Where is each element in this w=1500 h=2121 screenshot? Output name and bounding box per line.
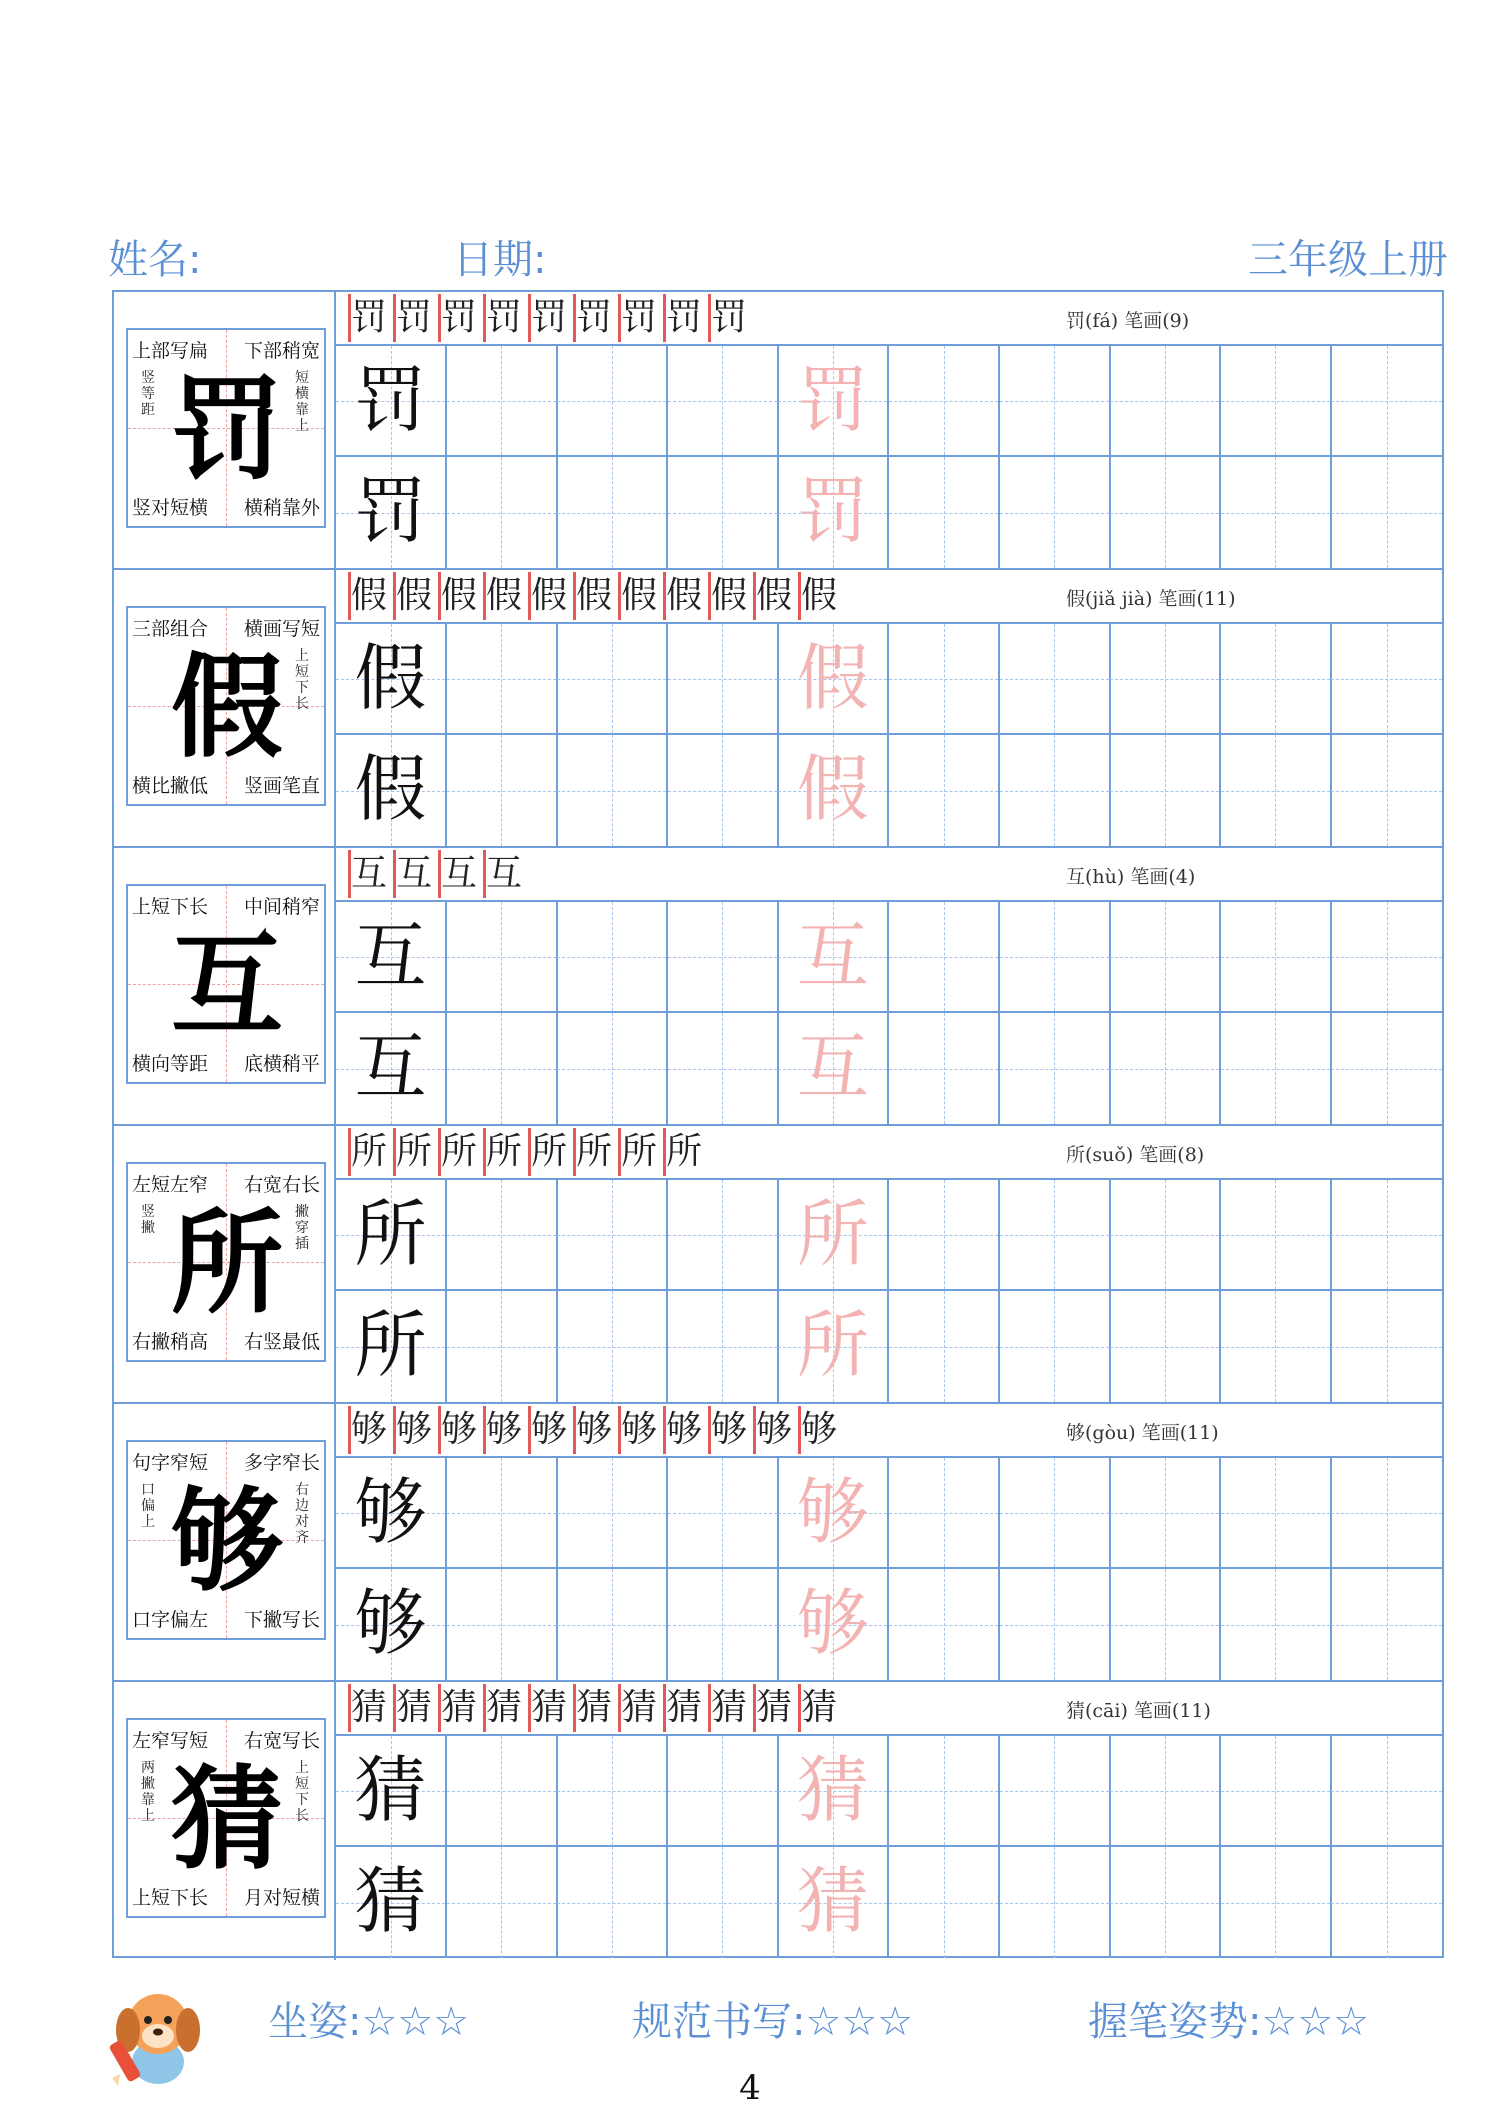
guide-box xyxy=(126,328,326,528)
stroke-step: 猜 xyxy=(528,1684,567,1732)
writing-cell[interactable] xyxy=(1110,457,1221,568)
stroke-step: 够 xyxy=(708,1406,747,1454)
writing-cell[interactable] xyxy=(1331,457,1442,568)
character-row xyxy=(114,1404,1442,1682)
stroke-step: 所 xyxy=(573,1128,612,1176)
trace-character: 所 xyxy=(796,1303,869,1387)
writing-cell[interactable] xyxy=(1000,624,1111,735)
practice-grid xyxy=(336,624,1442,846)
example-cell xyxy=(778,1847,889,1958)
writing-cell[interactable] xyxy=(889,1291,1000,1402)
character-row xyxy=(114,570,1442,848)
writing-cell[interactable] xyxy=(668,1569,779,1680)
stroke-step: 猜 xyxy=(483,1684,522,1732)
date-label: 日期: xyxy=(453,237,547,283)
trace-character: 互 xyxy=(796,1025,869,1109)
stroke-step: 罚 xyxy=(708,294,747,342)
writing-cell[interactable] xyxy=(447,624,558,735)
writing-cell[interactable] xyxy=(557,902,668,1013)
trace-character: 罚 xyxy=(796,469,869,553)
example-character: 罚 xyxy=(354,358,427,442)
pinyin-stroke-info: 够(gòu) 笔画(11) xyxy=(1066,1422,1219,1444)
trace-character: 罚 xyxy=(796,358,869,442)
stroke-order-row xyxy=(336,848,1442,902)
writing-cell[interactable] xyxy=(668,902,779,1013)
model-character: 所 xyxy=(171,1198,283,1329)
writing-cell[interactable] xyxy=(557,1180,668,1291)
writing-tip: 下部稍宽 xyxy=(243,340,320,362)
writing-cell[interactable] xyxy=(1110,1458,1221,1569)
stroke-step: 猜 xyxy=(438,1684,477,1732)
writing-tip: 上部写扁 xyxy=(132,340,209,362)
example-cell xyxy=(336,735,447,846)
writing-cell[interactable] xyxy=(1221,902,1332,1013)
example-character: 猜 xyxy=(354,1859,427,1943)
writing-cell[interactable] xyxy=(1000,1180,1111,1291)
trace-character: 猜 xyxy=(796,1859,869,1943)
stroke-step: 够 xyxy=(753,1406,792,1454)
writing-cell[interactable] xyxy=(557,1736,668,1847)
stroke-step: 罚 xyxy=(393,294,432,342)
stroke-step: 所 xyxy=(348,1128,387,1176)
example-cell xyxy=(336,1736,447,1847)
writing-cell[interactable] xyxy=(1110,1569,1221,1680)
writing-cell[interactable] xyxy=(1221,457,1332,568)
stroke-step: 够 xyxy=(528,1406,567,1454)
guide-box xyxy=(126,606,326,806)
writing-cell[interactable] xyxy=(1331,1847,1442,1958)
stroke-step: 够 xyxy=(663,1406,702,1454)
writing-cell[interactable] xyxy=(889,1458,1000,1569)
stroke-step: 猜 xyxy=(798,1684,837,1732)
writing-tip: 竖对短横 xyxy=(132,497,209,519)
writing-cell[interactable] xyxy=(1000,902,1111,1013)
writing-cell[interactable] xyxy=(1000,735,1111,846)
writing-cell[interactable] xyxy=(1000,457,1111,568)
stroke-step: 所 xyxy=(618,1128,657,1176)
practice-grid xyxy=(336,1458,1442,1680)
stroke-order-row xyxy=(336,292,1442,346)
writing-cell[interactable] xyxy=(889,1736,1000,1847)
example-cell xyxy=(778,1180,889,1291)
stroke-order-row xyxy=(336,570,1442,624)
trace-character: 假 xyxy=(796,747,869,831)
guide-box xyxy=(126,884,326,1084)
stroke-step: 罚 xyxy=(348,294,387,342)
writing-cell[interactable] xyxy=(668,735,779,846)
writing-tip: 口字偏左 xyxy=(132,1609,209,1631)
writing-cell[interactable] xyxy=(447,1180,558,1291)
writing-cell[interactable] xyxy=(557,1013,668,1124)
writing-cell[interactable] xyxy=(447,1847,558,1958)
structure-note: 上短下长 xyxy=(295,648,309,712)
example-cell xyxy=(778,1736,889,1847)
writing-cell[interactable] xyxy=(668,624,779,735)
example-character: 所 xyxy=(354,1303,427,1387)
grip-rating: 握笔姿势:☆☆☆ xyxy=(1088,1999,1370,2045)
writing-cell[interactable] xyxy=(889,735,1000,846)
stroke-order-row xyxy=(336,1404,1442,1458)
writing-cell[interactable] xyxy=(1331,1013,1442,1124)
writing-cell[interactable] xyxy=(1331,1458,1442,1569)
writing-cell[interactable] xyxy=(1331,735,1442,846)
writing-cell[interactable] xyxy=(1000,1458,1111,1569)
writing-cell[interactable] xyxy=(668,457,779,568)
character-guide xyxy=(114,570,336,846)
stroke-step: 假 xyxy=(618,572,657,620)
writing-cell[interactable] xyxy=(447,1569,558,1680)
writing-cell[interactable] xyxy=(1000,1847,1111,1958)
stroke-step: 假 xyxy=(573,572,612,620)
stroke-step: 猜 xyxy=(708,1684,747,1732)
stroke-order-row xyxy=(336,1126,1442,1180)
trace-character: 互 xyxy=(796,914,869,998)
writing-cell[interactable] xyxy=(1110,1847,1221,1958)
writing-cell[interactable] xyxy=(1331,1291,1442,1402)
writing-cell[interactable] xyxy=(1110,1291,1221,1402)
stroke-step: 假 xyxy=(393,572,432,620)
structure-note: 上短下长 xyxy=(295,1760,309,1824)
writing-cell[interactable] xyxy=(557,735,668,846)
writing-cell[interactable] xyxy=(889,1013,1000,1124)
example-cell xyxy=(336,457,447,568)
writing-cell[interactable] xyxy=(1331,902,1442,1013)
writing-tip: 横画写短 xyxy=(243,618,320,640)
example-cell xyxy=(336,1569,447,1680)
practice-grid xyxy=(336,902,1442,1124)
structure-note: 竖等距 xyxy=(141,370,155,418)
example-cell xyxy=(336,1013,447,1124)
example-character: 互 xyxy=(354,914,427,998)
stroke-step: 猜 xyxy=(393,1684,432,1732)
writing-tip: 横向等距 xyxy=(132,1053,209,1075)
writing-cell[interactable] xyxy=(889,1847,1000,1958)
writing-cell[interactable] xyxy=(557,1569,668,1680)
writing-cell[interactable] xyxy=(557,457,668,568)
practice-sheet xyxy=(112,290,1444,1958)
practice-grid xyxy=(336,1736,1442,1958)
writing-tip: 下撇写长 xyxy=(243,1609,320,1631)
writing-cell[interactable] xyxy=(668,1458,779,1569)
stroke-step: 猜 xyxy=(663,1684,702,1732)
stroke-step: 猜 xyxy=(573,1684,612,1732)
writing-cell[interactable] xyxy=(1221,1736,1332,1847)
structure-note: 右边对齐 xyxy=(295,1482,309,1546)
writing-cell[interactable] xyxy=(668,1847,779,1958)
writing-cell[interactable] xyxy=(1000,1569,1111,1680)
writing-cell[interactable] xyxy=(1110,735,1221,846)
example-cell xyxy=(336,346,447,457)
character-row xyxy=(114,848,1442,1126)
example-character: 够 xyxy=(354,1581,427,1665)
writing-cell[interactable] xyxy=(447,457,558,568)
writing-cell[interactable] xyxy=(889,624,1000,735)
character-guide xyxy=(114,1404,336,1680)
structure-note: 撇穿插 xyxy=(295,1204,309,1252)
character-row xyxy=(114,1126,1442,1404)
writing-cell[interactable] xyxy=(1000,1736,1111,1847)
example-cell xyxy=(778,346,889,457)
pinyin-stroke-info: 所(suǒ) 笔画(8) xyxy=(1066,1144,1205,1166)
example-cell xyxy=(778,1013,889,1124)
writing-cell[interactable] xyxy=(557,1847,668,1958)
structure-note: 两撇靠上 xyxy=(141,1760,155,1824)
stroke-step: 假 xyxy=(348,572,387,620)
stroke-step: 假 xyxy=(483,572,522,620)
trace-character: 够 xyxy=(796,1470,869,1554)
trace-character: 所 xyxy=(796,1192,869,1276)
writing-cell[interactable] xyxy=(668,346,779,457)
example-cell xyxy=(778,735,889,846)
example-cell xyxy=(336,902,447,1013)
model-character: 够 xyxy=(171,1476,283,1607)
writing-tip: 左短左窄 xyxy=(132,1174,209,1196)
grade-label: 三年级上册 xyxy=(1248,237,1448,283)
writing-cell[interactable] xyxy=(1110,624,1221,735)
example-character: 假 xyxy=(354,636,427,720)
stroke-step: 所 xyxy=(483,1128,522,1176)
writing-cell[interactable] xyxy=(1331,1569,1442,1680)
stroke-step: 假 xyxy=(708,572,747,620)
stroke-step: 罚 xyxy=(573,294,612,342)
guide-box xyxy=(126,1440,326,1640)
writing-cell[interactable] xyxy=(1000,346,1111,457)
stroke-step: 互 xyxy=(438,850,477,898)
practice-grid xyxy=(336,1180,1442,1402)
pinyin-stroke-info: 互(hù) 笔画(4) xyxy=(1066,866,1196,888)
writing-cell[interactable] xyxy=(1331,1736,1442,1847)
writing-cell[interactable] xyxy=(557,346,668,457)
writing-cell[interactable] xyxy=(1221,735,1332,846)
writing-cell[interactable] xyxy=(889,457,1000,568)
stroke-step: 够 xyxy=(798,1406,837,1454)
stroke-step: 互 xyxy=(393,850,432,898)
trace-character: 够 xyxy=(796,1581,869,1665)
writing-cell[interactable] xyxy=(1000,1291,1111,1402)
stroke-step: 假 xyxy=(528,572,567,620)
writing-cell[interactable] xyxy=(1221,624,1332,735)
writing-rating: 规范书写:☆☆☆ xyxy=(632,1999,914,2045)
example-cell xyxy=(336,1847,447,1958)
writing-cell[interactable] xyxy=(1331,624,1442,735)
writing-tip: 上短下长 xyxy=(132,1887,209,1909)
model-character: 互 xyxy=(171,920,283,1051)
writing-cell[interactable] xyxy=(1221,1847,1332,1958)
example-character: 所 xyxy=(354,1192,427,1276)
structure-note: 竖撇 xyxy=(141,1204,155,1236)
structure-note: 口偏上 xyxy=(141,1482,155,1530)
writing-cell[interactable] xyxy=(1221,346,1332,457)
writing-cell[interactable] xyxy=(447,902,558,1013)
writing-tip: 底横稍平 xyxy=(243,1053,320,1075)
writing-tip: 右竖最低 xyxy=(243,1331,320,1353)
character-row xyxy=(114,292,1442,570)
writing-cell[interactable] xyxy=(1331,346,1442,457)
writing-cell[interactable] xyxy=(1221,1458,1332,1569)
example-cell xyxy=(336,1180,447,1291)
stroke-step: 互 xyxy=(348,850,387,898)
stroke-step: 罚 xyxy=(528,294,567,342)
example-character: 假 xyxy=(354,747,427,831)
stroke-step: 所 xyxy=(393,1128,432,1176)
stroke-step: 所 xyxy=(663,1128,702,1176)
writing-cell[interactable] xyxy=(668,1291,779,1402)
writing-cell[interactable] xyxy=(668,1013,779,1124)
writing-cell[interactable] xyxy=(1110,902,1221,1013)
stroke-step: 所 xyxy=(528,1128,567,1176)
model-character: 假 xyxy=(171,642,283,773)
writing-tip: 上短下长 xyxy=(132,896,209,918)
character-guide xyxy=(114,1682,336,1960)
trace-character: 假 xyxy=(796,636,869,720)
stroke-step: 猜 xyxy=(348,1684,387,1732)
writing-cell[interactable] xyxy=(889,902,1000,1013)
writing-cell[interactable] xyxy=(1110,346,1221,457)
writing-cell[interactable] xyxy=(889,1180,1000,1291)
writing-cell[interactable] xyxy=(557,624,668,735)
stroke-step: 罚 xyxy=(438,294,477,342)
stroke-step: 假 xyxy=(438,572,477,620)
model-character: 罚 xyxy=(171,364,283,495)
stroke-step: 罚 xyxy=(483,294,522,342)
writing-tip: 竖画笔直 xyxy=(243,775,320,797)
example-cell xyxy=(778,1569,889,1680)
stroke-step: 假 xyxy=(663,572,702,620)
guide-box xyxy=(126,1718,326,1918)
writing-cell[interactable] xyxy=(447,1013,558,1124)
writing-cell[interactable] xyxy=(557,1291,668,1402)
example-cell xyxy=(778,902,889,1013)
pinyin-stroke-info: 罚(fá) 笔画(9) xyxy=(1066,310,1190,332)
writing-cell[interactable] xyxy=(668,1180,779,1291)
example-character: 罚 xyxy=(354,469,427,553)
writing-tip: 右撇稍高 xyxy=(132,1331,209,1353)
writing-cell[interactable] xyxy=(1221,1291,1332,1402)
writing-cell[interactable] xyxy=(889,346,1000,457)
writing-tip: 三部组合 xyxy=(132,618,209,640)
stroke-step: 猜 xyxy=(753,1684,792,1732)
writing-tip: 左窄写短 xyxy=(132,1730,209,1752)
writing-cell[interactable] xyxy=(1221,1013,1332,1124)
writing-tip: 右宽右长 xyxy=(243,1174,320,1196)
stroke-step: 够 xyxy=(393,1406,432,1454)
stroke-step: 所 xyxy=(438,1128,477,1176)
writing-cell[interactable] xyxy=(668,1736,779,1847)
example-cell xyxy=(336,624,447,735)
stroke-step: 够 xyxy=(438,1406,477,1454)
trace-character: 猜 xyxy=(796,1748,869,1832)
writing-tip: 横稍靠外 xyxy=(243,497,320,519)
writing-cell[interactable] xyxy=(447,346,558,457)
stroke-step: 假 xyxy=(798,572,837,620)
writing-cell[interactable] xyxy=(1110,1180,1221,1291)
practice-grid xyxy=(336,346,1442,568)
stroke-step: 罚 xyxy=(618,294,657,342)
guide-box xyxy=(126,1162,326,1362)
stroke-step: 假 xyxy=(753,572,792,620)
stroke-step: 互 xyxy=(483,850,522,898)
writing-tip: 多字窄长 xyxy=(243,1452,320,1474)
pinyin-stroke-info: 猜(cāi) 笔画(11) xyxy=(1066,1700,1211,1722)
writing-tip: 月对短横 xyxy=(243,1887,320,1909)
writing-cell[interactable] xyxy=(1000,1013,1111,1124)
example-character: 猜 xyxy=(354,1748,427,1832)
writing-cell[interactable] xyxy=(1110,1736,1221,1847)
stroke-step: 够 xyxy=(618,1406,657,1454)
writing-cell[interactable] xyxy=(889,1569,1000,1680)
character-guide xyxy=(114,1126,336,1402)
character-guide xyxy=(114,292,336,568)
example-cell xyxy=(778,1458,889,1569)
writing-cell[interactable] xyxy=(557,1458,668,1569)
character-guide xyxy=(114,848,336,1124)
writing-tip: 句字窄短 xyxy=(132,1452,209,1474)
stroke-step: 猜 xyxy=(618,1684,657,1732)
model-character: 猜 xyxy=(171,1754,283,1885)
stroke-step: 够 xyxy=(348,1406,387,1454)
example-cell xyxy=(336,1458,447,1569)
name-label: 姓名: xyxy=(108,237,202,283)
writing-cell[interactable] xyxy=(447,1291,558,1402)
pinyin-stroke-info: 假(jiǎ jià) 笔画(11) xyxy=(1066,588,1236,610)
writing-tip: 右宽写长 xyxy=(243,1730,320,1752)
stroke-order-row xyxy=(336,1682,1442,1736)
writing-tip: 中间稍窄 xyxy=(243,896,320,918)
writing-cell[interactable] xyxy=(1110,1013,1221,1124)
character-row xyxy=(114,1682,1442,1960)
writing-cell[interactable] xyxy=(447,1458,558,1569)
stroke-step: 罚 xyxy=(663,294,702,342)
writing-tip: 横比撇低 xyxy=(132,775,209,797)
example-character: 够 xyxy=(354,1470,427,1554)
example-character: 互 xyxy=(354,1025,427,1109)
posture-rating: 坐姿:☆☆☆ xyxy=(268,1999,470,2045)
writing-cell[interactable] xyxy=(447,735,558,846)
structure-note: 短横靠上 xyxy=(295,370,309,434)
stroke-step: 够 xyxy=(573,1406,612,1454)
page-number: 4 xyxy=(739,2068,761,2108)
stroke-step: 够 xyxy=(483,1406,522,1454)
example-cell xyxy=(778,1291,889,1402)
evaluation-footer xyxy=(108,1978,1448,2058)
worksheet-header xyxy=(108,228,1448,288)
writing-cell[interactable] xyxy=(1221,1569,1332,1680)
writing-cell[interactable] xyxy=(1331,1180,1442,1291)
example-cell xyxy=(336,1291,447,1402)
writing-cell[interactable] xyxy=(1221,1180,1332,1291)
example-cell xyxy=(778,457,889,568)
example-cell xyxy=(778,624,889,735)
writing-cell[interactable] xyxy=(447,1736,558,1847)
